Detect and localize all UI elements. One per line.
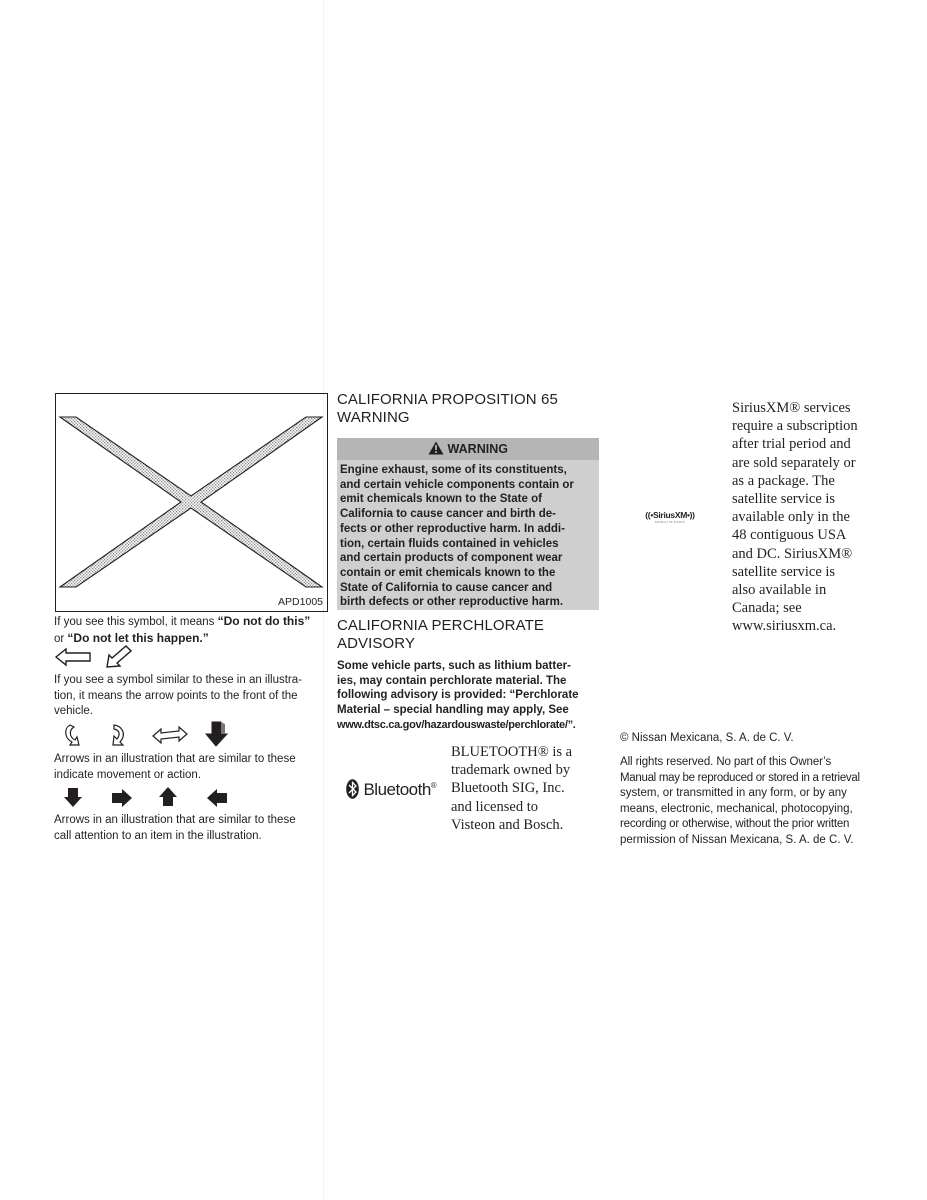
bluetooth-logo-text: Bluetooth [363,780,431,799]
warning-box [337,438,599,610]
perchlorate-text: Some vehicle parts, such as lithium batter- ies, may contain perchlorate material. The following advisory is provided: “Perchlorate Material – special handling may apply, See www.dtsc.ca.gov/hazardouswaste/perchlorate/”. [337,660,579,731]
front-arrow-left-icon [54,646,94,668]
perchlorate-heading: CALIFORNIA PERCHLORATE ADVISORY [337,617,544,652]
double-arrow-icon [151,726,189,744]
warning-text: Engine exhaust, some of its constituents, and certain vehicle components contain or emit chemicals known to the State of California to cause cancer and birth de- fects or other reproductive harm. In addi- tion, certain fluids contained in vehicles and certain products of component wear contain or emit chemicals known to the State of California to cause cancer and birth defects or other reproductive harm. [340,464,574,609]
solid-arrow-down-icon [63,787,83,809]
warning-label: WARNING [447,442,508,456]
solid-arrow-left-icon [206,788,228,808]
bluetooth-icon [346,779,359,799]
front-arrow-text: If you see a symbol similar to these in an illustra- tion, it means the arrow points to the front of the vehicle. [54,674,302,717]
siriusxm-logo [637,511,703,524]
bent-arrow-down-icon [204,720,230,748]
caption-middle: or [54,632,68,645]
prop65-heading: CALIFORNIA PROPOSITION 65 WARNING [337,391,558,426]
siriusxm-logo-subtext: SATELLITE RADIO [654,520,686,524]
caption-bold-2: “Do not let this happen.” [67,630,209,645]
prohibition-x-icon [56,394,327,611]
front-arrow-diagonal-icon [104,644,134,670]
bluetooth-logo [346,779,437,801]
curved-arrow-right-icon [108,722,130,748]
movement-text: Arrows in an illustration that are similar to these indicate movement or action. [54,753,296,781]
attention-text: Arrows in an illustration that are similar to these call attention to an item in the illustration. [54,814,296,842]
solid-arrow-up-icon [158,786,178,808]
bluetooth-text: BLUETOOTH® is a trademark owned by Bluetooth SIG, Inc. and licensed to Visteon and Bosch. [451,744,573,833]
symbol-caption [54,614,324,647]
siriusxm-logo-text: ((•SiriusXM•)) [645,510,695,520]
warning-triangle-icon [428,441,444,455]
siriusxm-text: SiriusXM® services require a subscription after trial period and are sold separately or as a package. The satellite service is available only in the 48 contiguous USA and DC. SiriusXM® satellite service is also available in Canada; see www.siriusxm.ca. [732,400,858,635]
figure-code: APD1005 [278,596,323,608]
solid-arrow-right-icon [111,788,133,808]
copyright-line: © Nissan Mexicana, S. A. de C. V. [620,732,794,744]
caption-bold-1: “Do not do this” [217,614,311,628]
curved-arrow-left-icon [62,722,84,748]
caption-prefix: If you see this symbol, it means [54,616,218,628]
warning-header [337,438,599,460]
bluetooth-logo-reg: ® [430,781,437,790]
rights-text: All rights reserved. No part of this Owner’s Manual may be reproduced or stored in a retrieval system, or transmitted in any form, or by any means, electronic, mechanical, photocopying, recording or otherwise, without the prior written permission of Nissan Mexicana, S. A. de C. V. [620,756,860,846]
do-not-do-this-figure [55,393,328,612]
